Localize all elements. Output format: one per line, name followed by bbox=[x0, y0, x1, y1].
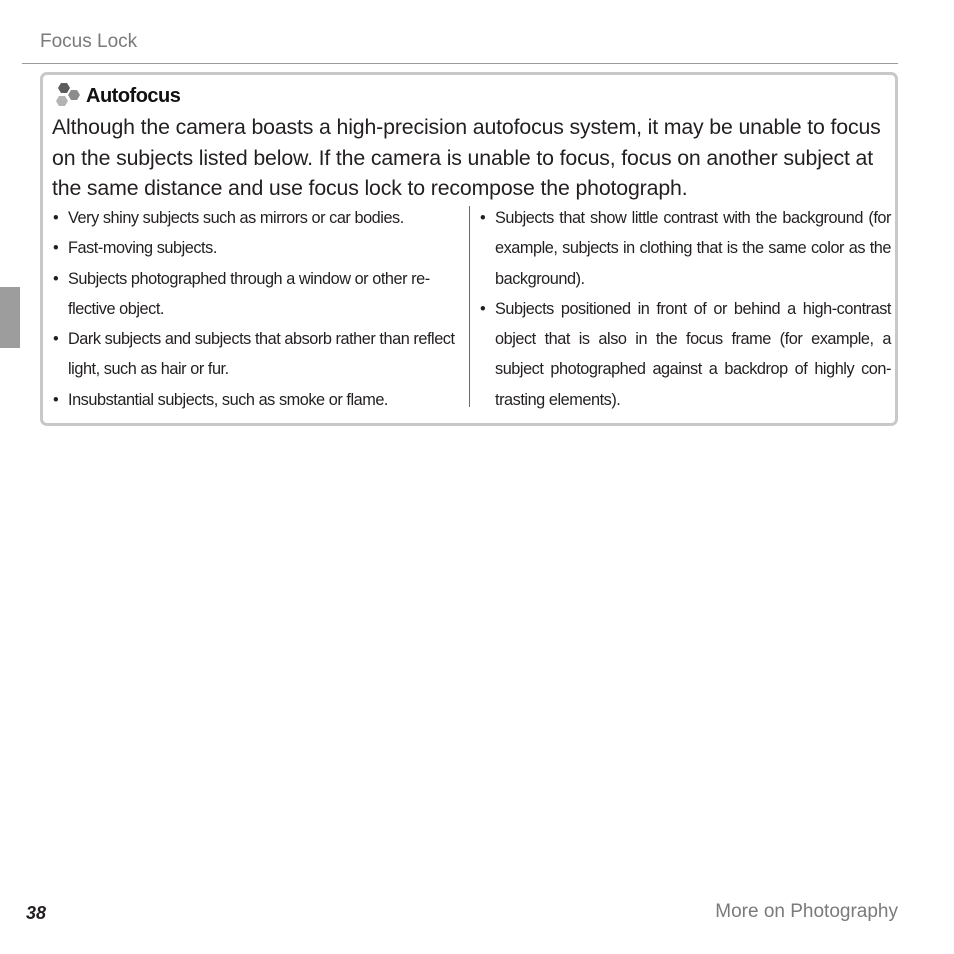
list-item: • Subjects photographed through a window or other re-flective object. bbox=[52, 264, 464, 325]
list-item: • Fast-moving subjects. bbox=[52, 233, 464, 263]
right-bullet-list bbox=[479, 203, 891, 415]
list-item: • Dark subjects and subjects that absorb rather than reflect light, such as hair or fur. bbox=[52, 324, 464, 385]
left-column bbox=[52, 203, 464, 415]
note-box bbox=[40, 72, 898, 426]
hexagon-cluster-icon bbox=[52, 82, 82, 110]
bullet-icon: • bbox=[53, 239, 59, 258]
column-divider bbox=[469, 206, 470, 407]
right-column bbox=[479, 203, 891, 415]
bullet-icon: • bbox=[53, 330, 59, 349]
list-item: • Very shiny subjects such as mirrors or car bodies. bbox=[52, 203, 464, 233]
bullet-icon: • bbox=[53, 209, 59, 227]
chapter-tab bbox=[0, 287, 20, 348]
bullet-icon: • bbox=[53, 390, 59, 409]
note-intro: Although the camera boasts a high-precision autofocus system, it may be unable to focus on the subjects listed below. If the camera is unable to focus, focus on another subject at the same distance and use focus lock to recompose the photograph. bbox=[52, 115, 881, 200]
bullet-icon: • bbox=[53, 269, 59, 288]
bullet-icon: • bbox=[480, 299, 486, 318]
running-footer: More on Photography bbox=[715, 901, 898, 922]
page-number: 38 bbox=[26, 903, 47, 923]
list-item: • Insubstantial subjects, such as smoke or flame. bbox=[52, 385, 464, 415]
header-divider bbox=[22, 63, 898, 64]
note-title-row bbox=[52, 82, 180, 110]
bullet-icon: • bbox=[480, 209, 486, 227]
list-item: • Subjects positioned in front of or behind a high-contrast object that is also in the focus frame (for example, a subject photographed against a backdrop of highly con-trasting elements). bbox=[479, 294, 891, 415]
list-item: • Subjects that show little contrast with the background (for example, subjects in clothing that is the same color as the background). bbox=[479, 203, 891, 294]
left-bullet-list bbox=[52, 203, 464, 415]
note-title: Autofocus bbox=[86, 84, 181, 107]
running-header: Focus Lock bbox=[40, 31, 138, 52]
